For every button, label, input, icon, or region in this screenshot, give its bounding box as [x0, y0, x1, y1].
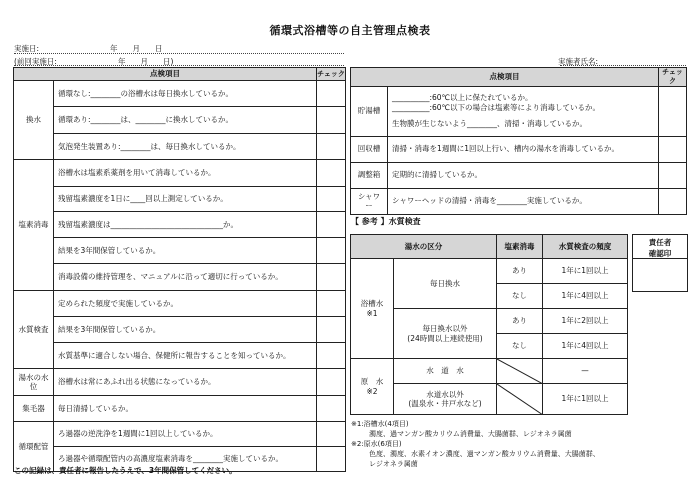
reference-heading: 【 参考 】水質検査 — [351, 217, 421, 226]
check-box[interactable] — [317, 369, 346, 396]
group-water-level: 湯水の水位 — [14, 369, 54, 396]
check-box[interactable] — [317, 422, 346, 447]
check-item: 水質基準に適合しない場合、保健所に報告することを知っているか。 — [54, 343, 317, 369]
check-item: 循環なし:________の浴槽水は毎日換水しているか。 — [54, 81, 317, 107]
check-item: __________:60℃以上に保たれているか。 — [392, 93, 533, 103]
non-tap-water-label: 水道水以外 (温泉水・井戸水など) — [394, 384, 497, 415]
check-item: 浴槽水は常にあふれ出る状態になっているか。 — [54, 369, 317, 396]
previous-date-label: (前回実施日: — [14, 57, 57, 66]
frequency-cell: 1年に2回以上 — [543, 309, 628, 334]
footer-note: この記録は、責任者に報告したうえで、3年間保管してください。 — [14, 466, 237, 475]
col-chlorine-header: 塩素消毒 — [497, 235, 543, 259]
check-box[interactable] — [317, 396, 346, 422]
check-item: ろ過器や循環配管内の高濃度塩素消毒を________実施しているか。 — [54, 447, 317, 472]
previous-date-units: 年 月 日) — [118, 57, 174, 66]
check-box[interactable] — [317, 134, 346, 160]
check-item: 結果を3年間保管しているか。 — [54, 317, 317, 343]
note-2-body: 色度、濁度、水素イオン濃度、過マンガン酸カリウム消費量、大腸菌群、 — [369, 450, 600, 458]
group-hair-catcher: 集毛器 — [14, 396, 54, 422]
daily-change-label: 毎日換水 — [394, 259, 497, 309]
chlorine-cell: なし — [497, 334, 543, 359]
check-box[interactable] — [317, 107, 346, 134]
row-adjust-box: 調整箱 — [351, 162, 388, 188]
right-inspection-table — [350, 67, 687, 215]
check-box[interactable] — [659, 188, 687, 214]
group-water-change: 換水 — [14, 81, 54, 160]
check-item: 残留塩素濃度は______________________________か。 — [54, 212, 317, 238]
right-check-header: チェック — [659, 68, 687, 87]
manager-stamp-box[interactable] — [632, 234, 688, 292]
chlorine-cell: あり — [497, 309, 543, 334]
check-box[interactable] — [317, 447, 346, 472]
raw-water-label: 原 水 ※2 — [351, 359, 394, 415]
page-title: 循環式浴槽等の自主管理点検表 — [269, 24, 431, 37]
tap-water-label: 水 道 水 — [394, 359, 497, 384]
prev-date-underline — [14, 65, 344, 66]
check-item: 結果を3年間保管しているか。 — [54, 238, 317, 264]
frequency-cell: 1年に1回以上 — [543, 384, 628, 415]
check-box[interactable] — [317, 81, 346, 107]
bath-water-label: 浴槽水 ※1 — [351, 259, 394, 359]
chlorine-cell: あり — [497, 259, 543, 284]
group-water-quality: 水質検査 — [14, 291, 54, 369]
frequency-cell: 1年に4回以上 — [543, 334, 628, 359]
inspector-label: 実施者氏名: — [558, 57, 599, 66]
check-item: ろ過器の逆洗浄を1週間に1回以上しているか。 — [54, 422, 317, 447]
check-item: 残留塩素濃度を1日に____回以上測定しているか。 — [54, 187, 317, 212]
check-box[interactable] — [659, 86, 687, 136]
left-inspection-table — [13, 67, 346, 472]
check-box[interactable] — [659, 162, 687, 188]
check-item: 定期的に清掃しているか。 — [388, 162, 659, 188]
inspector-underline — [560, 65, 686, 66]
check-item: __________:60℃以下の場合は塩素等により消毒しているか。 — [392, 103, 600, 113]
check-box[interactable] — [317, 238, 346, 264]
note-1-title: ※1:浴槽水(4項目) — [351, 420, 409, 428]
date-label: 実施日: — [14, 44, 40, 53]
check-box[interactable] — [317, 160, 346, 187]
non-daily-change-label: 毎日換水以外 (24時間以上連続使用) — [394, 309, 497, 359]
frequency-cell: 1年に1回以上 — [543, 259, 628, 284]
frequency-cell: — — [543, 359, 628, 384]
left-check-header: チェック — [317, 68, 346, 81]
col-water-header: 湯水の区分 — [351, 235, 497, 259]
date-underline — [14, 53, 344, 54]
check-item: 毎日清掃しているか。 — [54, 396, 317, 422]
check-box[interactable] — [317, 187, 346, 212]
check-item: 気泡発生装置あり:________は、毎日換水しているか。 — [54, 134, 317, 160]
check-item: 清掃・消毒を1週間に1回以上行い、槽内の湯水を消毒しているか。 — [388, 136, 659, 162]
check-item: 消毒設備の維持管理を、マニュアルに沿って適切に行っているか。 — [54, 264, 317, 291]
right-item-header: 点検項目 — [351, 68, 659, 87]
check-item: シャワーヘッドの清掃・消毒を________実施しているか。 — [388, 188, 659, 214]
check-item: 循環あり:________は、________に換水しているか。 — [54, 107, 317, 134]
check-box[interactable] — [317, 291, 346, 317]
check-box[interactable] — [317, 343, 346, 369]
chlorine-cell: なし — [497, 284, 543, 309]
group-circulation-pipe: 循環配管 — [14, 422, 54, 472]
check-box[interactable] — [317, 264, 346, 291]
row-storage-tank: 貯湯槽 — [351, 86, 388, 136]
frequency-cell: 1年に4回以上 — [543, 284, 628, 309]
stamp-label: 責任者 確認印 — [633, 235, 687, 259]
col-frequency-header: 水質検査の頻度 — [543, 235, 628, 259]
check-item: 定められた頻度で実施しているか。 — [54, 291, 317, 317]
group-chlorine: 塩素消毒 — [14, 160, 54, 291]
date-units: 年 月 日 — [110, 44, 163, 53]
check-box[interactable] — [659, 136, 687, 162]
row-shower: シャワー — [351, 188, 388, 214]
check-item: 生物膜が生じないよう________、清掃・消毒しているか。 — [392, 118, 587, 128]
note-1-body: 濁度、過マンガン酸カリウム消費量、大腸菌群、レジオネラ属菌 — [369, 430, 572, 438]
diagonal-cell — [497, 359, 543, 384]
diagonal-cell — [497, 384, 543, 415]
note-2-title: ※2:原水(6項目) — [351, 440, 402, 448]
check-box[interactable] — [317, 212, 346, 238]
reference-table-wrap — [350, 234, 627, 414]
left-item-header: 点検項目 — [14, 68, 317, 81]
check-box[interactable] — [317, 317, 346, 343]
row-collection-tank: 回収槽 — [351, 136, 388, 162]
note-2-body-cont: レジオネラ属菌 — [369, 460, 418, 468]
diagonal-slash — [497, 359, 543, 384]
diagonal-slash — [497, 384, 543, 415]
check-item: 浴槽水は塩素系薬剤を用いて消毒しているか。 — [54, 160, 317, 187]
reference-table — [350, 234, 628, 415]
